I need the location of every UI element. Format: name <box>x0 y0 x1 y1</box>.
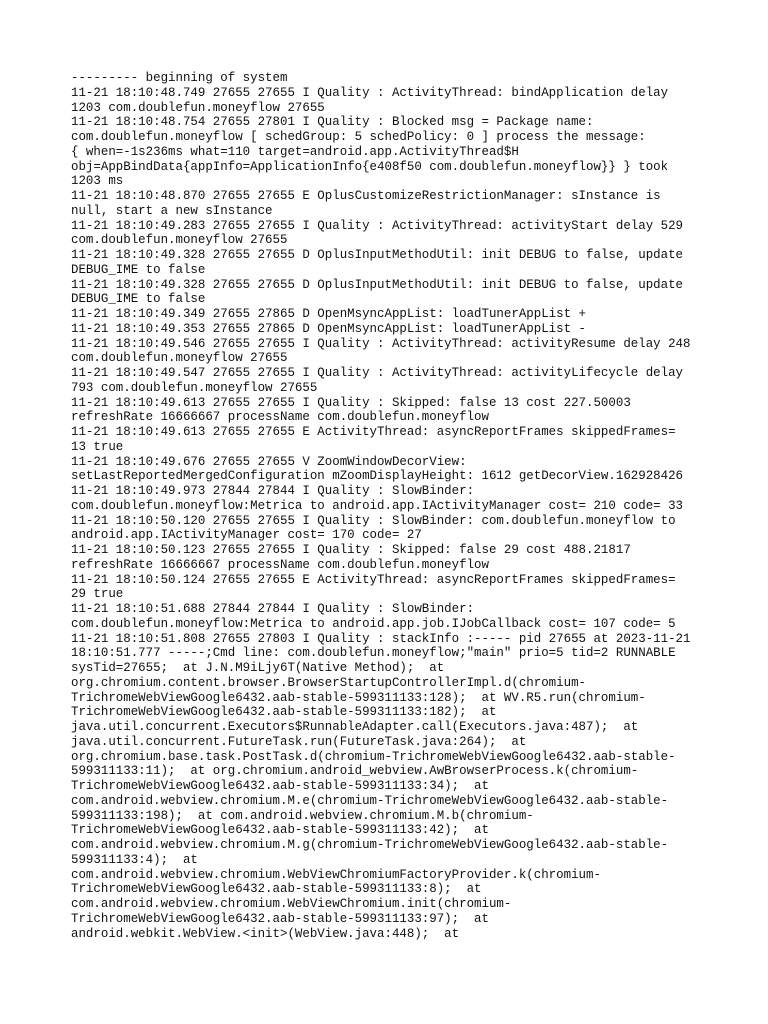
log-line: setLastReportedMergedConfiguration mZoomDisplayHeight: 1612 getDecorView.162928426 <box>71 469 684 484</box>
log-line: 1203 ms <box>71 174 124 189</box>
log-line: 11-21 18:10:48.749 27655 27655 I Quality : ActivityThread: bindApplication delay <box>71 85 669 100</box>
log-line: com.doublefun.moneyflow:Metrica to android.app.job.IJobCallback cost= 107 code= 5 <box>71 616 676 631</box>
log-line: com.doublefun.moneyflow:Metrica to android.app.IActivityManager cost= 210 code= 33 <box>71 498 684 513</box>
log-line: refreshRate 16666667 processName com.doublefun.moneyflow <box>71 557 489 572</box>
log-line: DEBUG_IME to false <box>71 292 206 307</box>
log-line: 11-21 18:10:49.547 27655 27655 I Quality : ActivityThread: activityLifecycle delay <box>71 366 684 380</box>
log-line: 13 true <box>71 439 124 454</box>
log-line: TrichromeWebViewGoogle6432.aab-stable-599311133:97); at <box>71 911 489 926</box>
log-line: sysTid=27655; at J.N.M9iLjy6T(Native Method); at <box>71 661 445 675</box>
log-line: TrichromeWebViewGoogle6432.aab-stable-599311133:34); at <box>71 779 489 793</box>
log-line: 599311133:4); at <box>71 852 198 867</box>
log-line: 11-21 18:10:49.328 27655 27655 D OplusInputMethodUtil: init DEBUG to false, update <box>71 277 684 292</box>
log-line: 11-21 18:10:49.353 27655 27865 D OpenMsyncAppList: loadTunerAppList - <box>71 321 586 336</box>
log-line: TrichromeWebViewGoogle6432.aab-stable-599311133:128); at WV.R5.run(chromium- <box>71 690 646 705</box>
log-line: com.android.webview.chromium.WebViewChromium.init(chromium- <box>71 897 512 911</box>
log-line: 11-21 18:10:48.754 27655 27801 I Quality : Blocked msg = Package name: <box>71 115 594 130</box>
log-line: --------- beginning of system <box>71 71 288 85</box>
log-line: null, start a new sInstance <box>71 203 273 218</box>
log-line: 11-21 18:10:49.613 27655 27655 E ActivityThread: asyncReportFrames skippedFrames= <box>71 425 676 439</box>
log-line: 1203 com.doublefun.moneyflow 27655 <box>71 100 325 115</box>
log-line: TrichromeWebViewGoogle6432.aab-stable-599311133:182); at <box>71 705 497 720</box>
log-line: 18:10:51.777 -----;Cmd line: com.doublefun.moneyflow;"main" prio=5 tid=2 RUNNABLE <box>71 646 676 661</box>
log-line: com.android.webview.chromium.M.g(chromium-TrichromeWebViewGoogle6432.aab-stable- <box>71 838 669 852</box>
log-line: com.android.webview.chromium.M.e(chromium-TrichromeWebViewGoogle6432.aab-stable- <box>71 793 669 808</box>
log-line: TrichromeWebViewGoogle6432.aab-stable-599311133:8); at <box>71 882 482 897</box>
log-line: java.util.concurrent.Executors$RunnableAdapter.call(Executors.java:487); at <box>71 720 639 734</box>
log-line: com.doublefun.moneyflow 27655 <box>71 233 288 248</box>
log-line: 599311133:11); at org.chromium.android_webview.AwBrowserProcess.k(chromium- <box>71 764 639 779</box>
log-line: 11-21 18:10:51.808 27655 27803 I Quality : stackInfo :----- pid 27655 at 2023-11-21 <box>71 631 691 646</box>
log-line: 11-21 18:10:49.283 27655 27655 I Quality : ActivityThread: activityStart delay 529 <box>71 218 684 233</box>
log-line: 11-21 18:10:49.328 27655 27655 D OplusInputMethodUtil: init DEBUG to false, update <box>71 248 684 262</box>
log-line: 11-21 18:10:49.676 27655 27655 V ZoomWindowDecorView: <box>71 454 467 469</box>
log-line: 11-21 18:10:49.973 27844 27844 I Quality : SlowBinder: <box>71 484 475 498</box>
log-line: org.chromium.base.task.PostTask.d(chromium-TrichromeWebViewGoogle6432.aab-stable- <box>71 749 676 764</box>
log-document <box>71 71 711 941</box>
log-line: 11-21 18:10:50.124 27655 27655 E ActivityThread: asyncReportFrames skippedFrames= <box>71 572 676 587</box>
log-line: 29 true <box>71 587 124 602</box>
log-line: 11-21 18:10:51.688 27844 27844 I Quality : SlowBinder: <box>71 602 475 616</box>
log-line: DEBUG_IME to false <box>71 262 206 277</box>
log-line: 11-21 18:10:48.870 27655 27655 E OplusCustomizeRestrictionManager: sInstance is <box>71 189 661 203</box>
log-line: android.webkit.WebView.<init>(WebView.java:448); at <box>71 926 460 941</box>
log-line: 11-21 18:10:50.120 27655 27655 I Quality : SlowBinder: com.doublefun.moneyflow to <box>71 513 676 528</box>
log-line: 11-21 18:10:49.613 27655 27655 I Quality : Skipped: false 13 cost 227.50003 <box>71 395 631 410</box>
log-line: com.android.webview.chromium.WebViewChromiumFactoryProvider.k(chromium- <box>71 867 601 882</box>
log-line: 599311133:198); at com.android.webview.chromium.M.b(chromium- <box>71 808 534 823</box>
log-line: obj=AppBindData{appInfo=ApplicationInfo{e408f50 com.doublefun.moneyflow}} } took <box>71 159 669 174</box>
log-line: com.doublefun.moneyflow [ schedGroup: 5 schedPolicy: 0 ] process the message: <box>71 130 646 144</box>
log-line: 11-21 18:10:49.349 27655 27865 D OpenMsyncAppList: loadTunerAppList + <box>71 307 586 321</box>
log-line: 11-21 18:10:50.123 27655 27655 I Quality : Skipped: false 29 cost 488.21817 <box>71 543 631 557</box>
log-line: TrichromeWebViewGoogle6432.aab-stable-599311133:42); at <box>71 823 489 838</box>
log-line: org.chromium.content.browser.BrowserStartupControllerImpl.d(chromium- <box>71 675 586 690</box>
log-line: java.util.concurrent.FutureTask.run(FutureTask.java:264); at <box>71 734 527 749</box>
log-line: 793 com.doublefun.moneyflow 27655 <box>71 380 318 395</box>
log-line: refreshRate 16666667 processName com.doublefun.moneyflow <box>71 410 489 425</box>
log-line: com.doublefun.moneyflow 27655 <box>71 351 288 366</box>
log-line: 11-21 18:10:49.546 27655 27655 I Quality : ActivityThread: activityResume delay 248 <box>71 336 691 351</box>
log-line: { when=-1s236ms what=110 target=android.app.ActivityThread$H <box>71 144 519 159</box>
log-line: android.app.IActivityManager cost= 170 code= 27 <box>71 528 422 543</box>
